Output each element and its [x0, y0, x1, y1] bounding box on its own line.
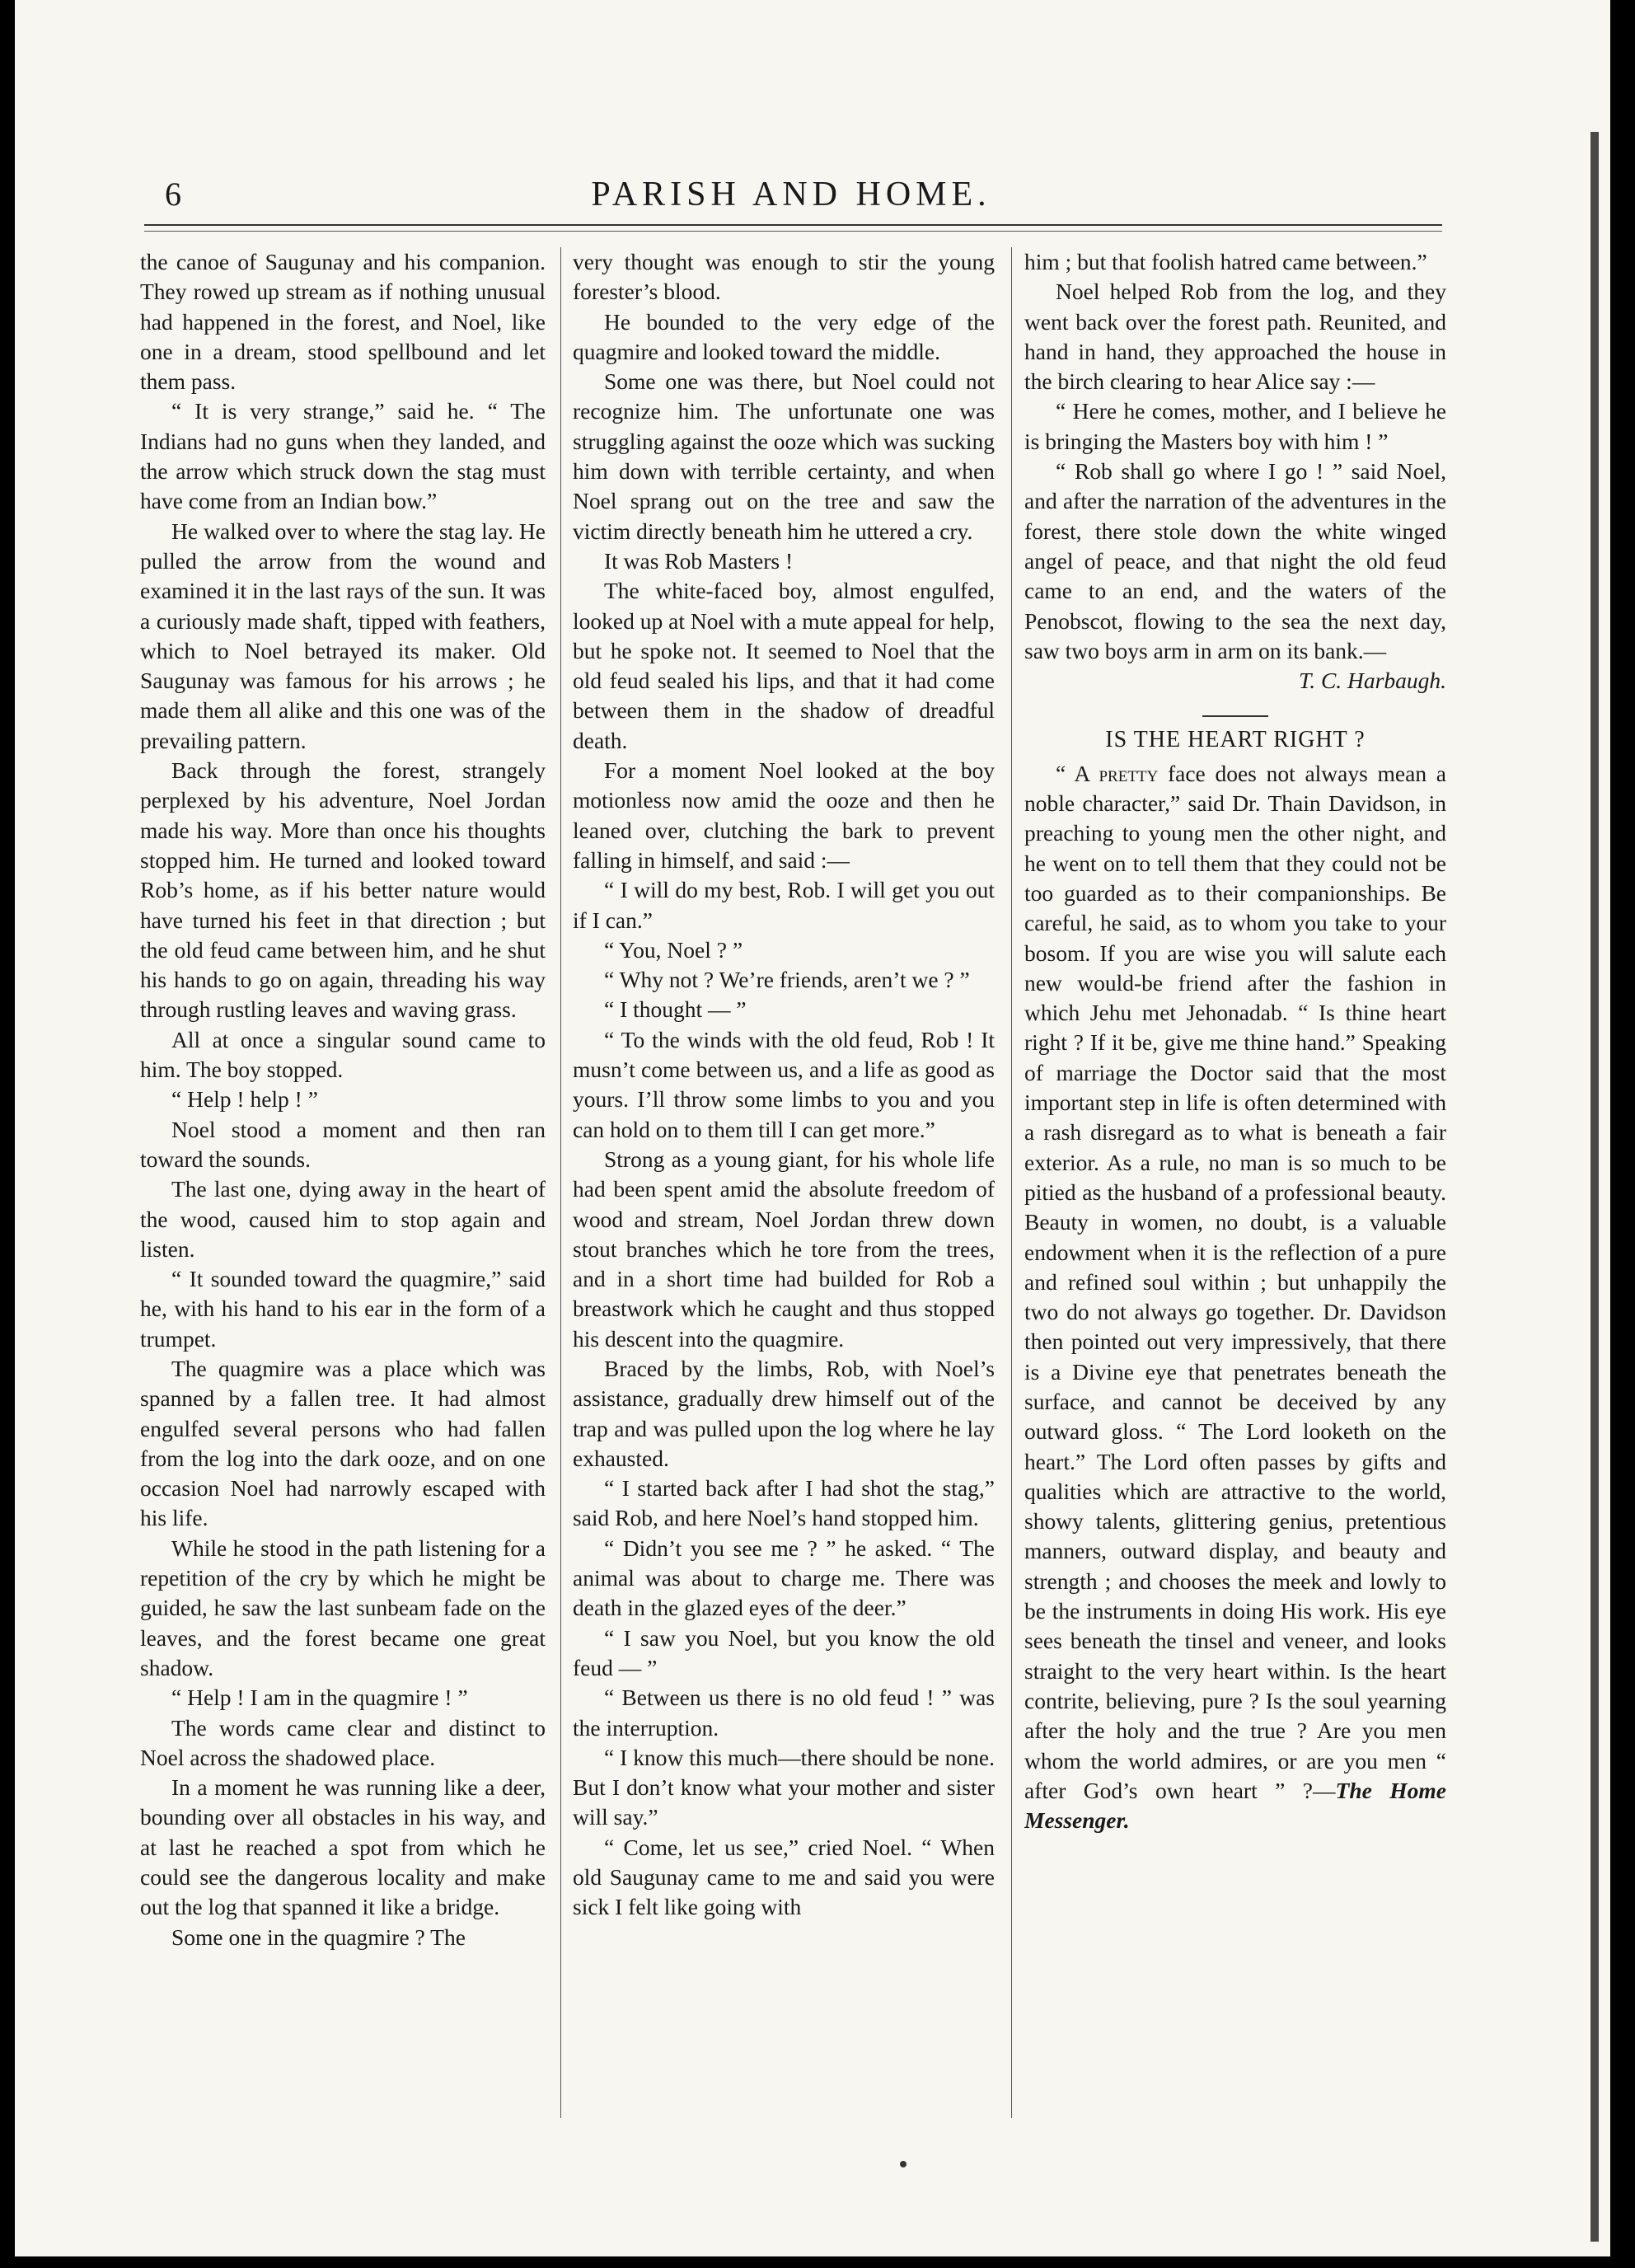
paragraph: Back through the forest, strangely perplexed by his adventure, Noel Jordan made his way. More than once his thoughts stopped him. He turned and looked toward Rob’s home, as if his better nature would have turned his feet in that direction ; but the old feud came between him, and he shut his hands to go on again, threading his way through rustling leaves and waving grass. [140, 757, 546, 1023]
paragraph: “ Come, let us see,” cried Noel. “ When old Saugunay came to me and said you were sick I felt like going with [573, 1834, 995, 1920]
paragraph: very thought was enough to stir the young forester’s blood. [573, 249, 995, 305]
page-header [140, 175, 1442, 224]
paragraph: “ Rob shall go where I go ! ” said Noel, and after the narration of the adventures in the forest, there stole down the white winged angel of peace, and that night the old feud came to an end, and the waters of the Penobscot, flowing to the sea the next day, saw two boys arm in arm on its bank.— [1024, 458, 1446, 663]
paragraph: “ Why not ? We’re friends, aren’t we ? ” [604, 967, 970, 993]
paragraph: Noel helped Rob from the log, and they went back over the forest path. Reunited, and hand in hand, they approached the house in the birch clearing to hear Alice say :— [1024, 279, 1446, 395]
column-divider [560, 247, 561, 2118]
paragraph: “ Between us there is no old feud ! ” was the interruption. [573, 1685, 995, 1741]
column-3 [1024, 247, 1446, 2126]
paragraph: Strong as a young giant, for his whole life had been spent amid the absolute freedom of wood and stream, Noel Jordan threw down stout branches which he tore from the trees, and in a short time had builded for Rob a breastwork which he caught and thus stopped his descent into the quagmire. [573, 1146, 995, 1352]
page-number: 6 [165, 176, 181, 213]
paragraph: “ I started back after I had shot the stag,” said Rob, and here Noel’s hand stopped him. [573, 1475, 995, 1531]
column-divider [1011, 247, 1012, 2118]
paragraph: The last one, dying away in the heart of the wood, caused him to stop again and listen. [140, 1176, 546, 1262]
section-separator [1202, 715, 1268, 717]
column-1 [140, 247, 546, 2126]
paragraph: “ I will do my best, Rob. I will get you out if I can.” [573, 877, 995, 933]
paragraph: “ Didn’t you see me ? ” he asked. “ The animal was about to charge me. There was death in the glazed eyes of the deer.” [573, 1535, 995, 1621]
paragraph: “ It is very strange,” said he. “ The Indians had no guns when they landed, and the arrow which struck down the stag must have come from an Indian bow.” [140, 398, 546, 514]
article-attribution: The Home Messenger. [1024, 1777, 1446, 1834]
header-rule [144, 224, 1442, 226]
publication-title: PARISH AND HOME. [591, 176, 991, 213]
printer-mark [900, 2161, 907, 2167]
paragraph: In a moment he was running like a deer, bounding over all obstacles in his way, and at last he reached a spot from which he could see the dangerous locality and make out the log that spanned it like a bridge. [140, 1774, 546, 1920]
paragraph: “ I thought — ” [604, 996, 747, 1023]
paragraph: Some one in the quagmire ? The [171, 1924, 466, 1950]
paragraph: He walked over to where the stag lay. He pulled the arrow from the wound and examined it in the last rays of the sun. It was a curiously made shaft, tipped with feathers, which to Noel betrayed its maker. Old Saugunay was famous for his arrows ; he made them all alike and this one was of the prevailing pattern. [140, 518, 546, 753]
paragraph: “ Here he comes, mother, and I believe he is bringing the Masters boy with him ! ” [1024, 398, 1446, 454]
story-attribution: T. C. Harbaugh. [1298, 668, 1446, 694]
paragraph: Noel stood a moment and then ran toward the sounds. [140, 1116, 546, 1172]
paragraph: “ Help ! I am in the quagmire ! ” [171, 1685, 468, 1711]
scan-border-bottom [0, 2256, 1635, 2268]
paragraph: He bounded to the very edge of the quagmire and looked toward the middle. [573, 308, 995, 364]
paragraph: “ To the winds with the old feud, Rob ! It musn’t come between us, and a life as good as yours. I’ll throw some limbs to you and you can hold on to them till I can get more.” [573, 1026, 995, 1142]
paragraph: The white-faced boy, almost engulfed, looked up at Noel with a mute appeal for help, but he spoke not. It seemed to Noel that the old feud sealed his lips, and that it had come between them in the shadow of dreadful death. [573, 578, 995, 753]
section-heading: IS THE HEART RIGHT ? [1105, 727, 1366, 753]
paragraph: “ I know this much—there should be none. But I don’t know what your mother and sister will say.” [573, 1744, 995, 1830]
article-paragraph: “ A pretty face does not always mean a noble character,” said Dr. Thain Davidson, in preaching to young men the other night, and he went on to tell them that they could not be too guarded as to their companionships. Be careful, he said, as to whom you take to your bosom. If you are wise you will salute each new would-be friend after the fashion in which Jehu met Jehonadab. “ Is thine heart right ? If it be, give me thine hand.” Speaking of marriage the Doctor said that the most important step in life is often determined with a rash disregard as to what is beneath a fair exterior. As a rule, no man is so much to be pitied as the husband of a professional beauty. Beauty in women, no doubt, is a valuable endowment when it is the reflection of a pure and refined soul within ; but unhappily the two do not always go together. Dr. Davidson then pointed out very impressively, that there is a Divine eye that penetrates beneath the surface, and cannot be deceived by any outward gloss. “ The Lord looketh on the heart.” The Lord often passes by gifts and qualities which are attractive to the world, showy talents, glittering genius, pretentious manners, outward display, and beauty and strength ; and chooses the meek and lowly to be the instruments in doing His work. His eye sees beneath the tinsel and veneer, and looks straight to the very heart within. Is the heart contrite, believing, pure ? Is the soul yearning after the holy and the true ? Are you men whom the world admires, or are you men “ after God’s own heart ” ?—The Home Messenger. [1024, 760, 1446, 1834]
paragraph: While he stood in the path listening for a repetition of the cry by which he might be guided, he saw the last sunbeam fade on the leaves, and the forest became one great shadow. [140, 1535, 546, 1680]
story-ending [1024, 247, 1446, 666]
paragraph: For a moment Noel looked at the boy motionless now amid the ooze and then he leaned over, clutching the bark to prevent falling in himself, and said :— [573, 757, 995, 873]
paragraph: The quagmire was a place which was spanned by a fallen tree. It had almost engulfed several persons who had fallen from the log into the dark ooze, and on one occasion Noel had narrowly escaped with his life. [140, 1355, 546, 1531]
paragraph: “ I saw you Noel, but you know the old feud — ” [573, 1624, 995, 1680]
scan-edge-shadow [1590, 132, 1599, 2242]
paragraph: “ You, Noel ? ” [604, 936, 743, 963]
header-rule-thin [144, 231, 1442, 232]
paragraph: All at once a singular sound came to him. The boy stopped. [140, 1026, 546, 1083]
column-2 [573, 247, 995, 2126]
paragraph: Some one was there, but Noel could not recognize him. The unfortunate one was struggling against the ooze which was sucking him down with terrible certainty, and when Noel sprang out on the tree and saw the victim directly beneath him he uttered a cry. [573, 368, 995, 544]
paragraph: It was Rob Masters ! [604, 547, 794, 574]
paragraph: Braced by the limbs, Rob, with Noel’s assistance, gradually drew himself out of the trap and was pulled upon the log where he lay exhausted. [573, 1355, 995, 1471]
paragraph: “ Help ! help ! ” [171, 1086, 318, 1113]
paragraph: The words came clear and distinct to Noel across the shadowed place. [140, 1714, 546, 1770]
paragraph: “ It sounded toward the quagmire,” said he, with his hand to his ear in the form of a trumpet. [140, 1266, 546, 1352]
paragraph: him ; but that foolish hatred came between.” [1024, 249, 1427, 274]
paragraph: the canoe of Saugunay and his companion. They rowed up stream as if nothing unusual had happened in the forest, and Noel, like one in a dream, stood spellbound and let them pass. [140, 249, 546, 395]
